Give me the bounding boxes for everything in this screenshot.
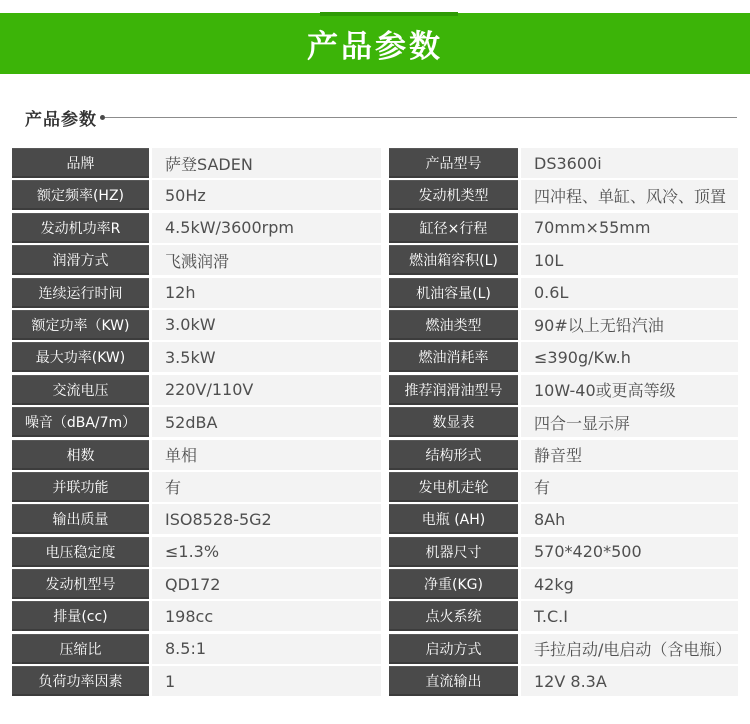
spec-table-right: [389, 148, 738, 699]
spec-value: ≤390g/Kw.h: [521, 342, 738, 372]
spec-label: 连续运行时间: [12, 278, 149, 308]
spec-value: 52dBA: [152, 407, 381, 437]
spec-row: [389, 472, 738, 502]
spec-label: 燃油箱容积(L): [389, 245, 518, 275]
spec-row: [389, 310, 738, 340]
spec-row: [12, 537, 381, 567]
spec-row: [12, 601, 381, 631]
spec-row: [12, 569, 381, 599]
spec-value: 4.5kW/3600rpm: [152, 213, 381, 243]
spec-label: 启动方式: [389, 634, 518, 664]
spec-label: 交流电压: [12, 375, 149, 405]
spec-label: 相数: [12, 440, 149, 470]
section-title: 产品参数: [25, 109, 97, 130]
spec-row: [389, 634, 738, 664]
spec-label: 额定功率（KW): [12, 310, 149, 340]
spec-label: 推荐润滑油型号: [389, 375, 518, 405]
spec-value: QD172: [152, 569, 381, 599]
spec-label: 压缩比: [12, 634, 149, 664]
banner: [0, 13, 750, 74]
spec-value: 90#以上无铅汽油: [521, 310, 738, 340]
spec-value: 萨登SADEN: [152, 148, 381, 178]
spec-label: 缸径×行程: [389, 213, 518, 243]
spec-row: [389, 342, 738, 372]
spec-row: [12, 310, 381, 340]
spec-label: 电压稳定度: [12, 537, 149, 567]
spec-row: [389, 537, 738, 567]
banner-accent-strip: [320, 12, 458, 16]
spec-label: 润滑方式: [12, 245, 149, 275]
spec-value: 8Ah: [521, 504, 738, 534]
spec-row: [389, 407, 738, 437]
banner-title: 产品参数: [307, 29, 443, 65]
spec-row: [12, 375, 381, 405]
spec-row: [389, 180, 738, 210]
spec-value: 四合一显示屏: [521, 407, 738, 437]
spec-value: ≤1.3%: [152, 537, 381, 567]
spec-value: 静音型: [521, 440, 738, 470]
spec-label: 品牌: [12, 148, 149, 178]
spec-row: [389, 278, 738, 308]
spec-row: [12, 278, 381, 308]
spec-value: DS3600i: [521, 148, 738, 178]
spec-row: [389, 245, 738, 275]
spec-label: 燃油消耗率: [389, 342, 518, 372]
spec-value: 50Hz: [152, 180, 381, 210]
spec-label: 直流输出: [389, 666, 518, 696]
spec-value: 220V/110V: [152, 375, 381, 405]
spec-label: 燃油类型: [389, 310, 518, 340]
spec-label: 发动机类型: [389, 180, 518, 210]
spec-value: 单相: [152, 440, 381, 470]
spec-label: 噪音（dBA/7m）: [12, 407, 149, 437]
spec-value: 四冲程、单缸、风冷、顶置: [521, 180, 738, 210]
spec-value: 12V 8.3A: [521, 666, 738, 696]
spec-row: [12, 472, 381, 502]
spec-tables: [12, 148, 738, 699]
spec-label: 发电机走轮: [389, 472, 518, 502]
spec-row: [389, 666, 738, 696]
spec-label: 数显表: [389, 407, 518, 437]
spec-table-left: [12, 148, 381, 699]
spec-value: 1: [152, 666, 381, 696]
spec-row: [12, 342, 381, 372]
spec-value: 10W-40或更高等级: [521, 375, 738, 405]
spec-value: 198cc: [152, 601, 381, 631]
spec-label: 点火系统: [389, 601, 518, 631]
spec-value: 有: [521, 472, 738, 502]
spec-label: 额定频率(HZ): [12, 180, 149, 210]
spec-row: [389, 375, 738, 405]
section-divider-line: [105, 117, 737, 118]
spec-value: 3.5kW: [152, 342, 381, 372]
spec-row: [389, 213, 738, 243]
spec-row: [12, 148, 381, 178]
spec-label: 机器尺寸: [389, 537, 518, 567]
spec-value: 12h: [152, 278, 381, 308]
spec-row: [12, 666, 381, 696]
spec-row: [389, 601, 738, 631]
spec-value: 有: [152, 472, 381, 502]
spec-label: 产品型号: [389, 148, 518, 178]
spec-value: 8.5:1: [152, 634, 381, 664]
spec-value: 3.0kW: [152, 310, 381, 340]
spec-row: [12, 180, 381, 210]
spec-row: [12, 504, 381, 534]
spec-row: [12, 407, 381, 437]
spec-row: [12, 440, 381, 470]
spec-label: 并联功能: [12, 472, 149, 502]
spec-value: 手拉启动/电启动（含电瓶）: [521, 634, 738, 664]
spec-label: 净重(KG): [389, 569, 518, 599]
spec-value: 570*420*500: [521, 537, 738, 567]
spec-value: 0.6L: [521, 278, 738, 308]
spec-label: 机油容量(L): [389, 278, 518, 308]
spec-label: 发动机功率R: [12, 213, 149, 243]
spec-row: [12, 245, 381, 275]
section-header: [25, 106, 737, 128]
spec-label: 负荷功率因素: [12, 666, 149, 696]
spec-row: [12, 213, 381, 243]
spec-label: 电瓶 (AH): [389, 504, 518, 534]
spec-row: [389, 569, 738, 599]
spec-label: 发动机型号: [12, 569, 149, 599]
spec-value: T.C.I: [521, 601, 738, 631]
spec-row: [389, 148, 738, 178]
spec-row: [389, 440, 738, 470]
spec-value: 飞溅润滑: [152, 245, 381, 275]
spec-label: 输出质量: [12, 504, 149, 534]
spec-value: ISO8528-5G2: [152, 504, 381, 534]
spec-label: 结构形式: [389, 440, 518, 470]
spec-value: 10L: [521, 245, 738, 275]
spec-label: 最大功率(KW): [12, 342, 149, 372]
spec-row: [12, 634, 381, 664]
spec-label: 排量(cc): [12, 601, 149, 631]
spec-value: 42kg: [521, 569, 738, 599]
spec-row: [389, 504, 738, 534]
spec-value: 70mm×55mm: [521, 213, 738, 243]
